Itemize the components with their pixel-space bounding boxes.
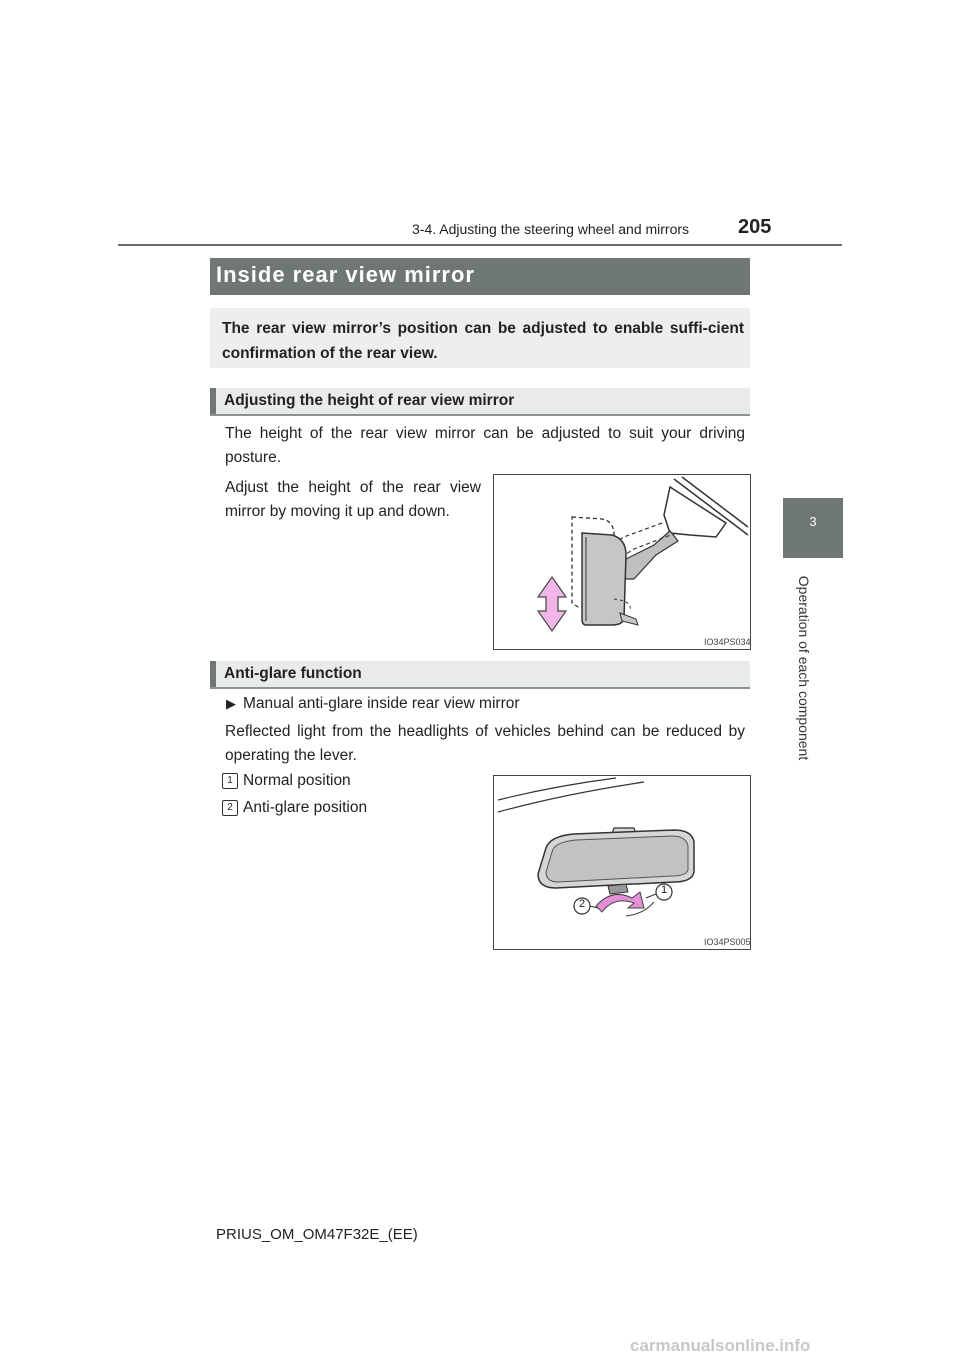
section-title: Inside rear view mirror: [216, 262, 475, 287]
antiglare-bullet: Manual anti-glare inside rear view mirror: [243, 695, 520, 712]
header-section-title: 3-4. Adjusting the steering wheel and mirrors: [412, 221, 690, 237]
subheading-antiglare: Anti-glare function: [224, 665, 362, 682]
subheading-height: Adjusting the height of rear view mirror: [224, 392, 515, 409]
antiglare-illustration: [494, 776, 750, 949]
height-paragraph-1: The height of the rear view mirror can be adjusted to suit your driving posture.: [225, 425, 745, 466]
watermark: carmanualsonline.info: [630, 1336, 811, 1355]
bullet-triangle-icon: ▶: [226, 696, 236, 711]
item-label-normal: Normal position: [243, 772, 351, 789]
intro-text: The rear view mirror’s position can be adjusted to enable suffi-cient confirmation of the rear view.: [222, 320, 744, 362]
height-adjust-illustration: [494, 475, 750, 649]
chapter-number: 3: [809, 514, 817, 529]
antiglare-figure-label: IO34PS005: [704, 937, 751, 947]
header-rule: [118, 244, 842, 246]
callout-2: 2: [578, 898, 586, 910]
chapter-label-text: Operation of each component: [796, 575, 812, 761]
document-id: PRIUS_OM_OM47F32E_(EE): [216, 1226, 418, 1243]
antiglare-paragraph: Reflected light from the headlights of vehicles behind can be reduced by operating the lever.: [225, 723, 745, 764]
height-paragraph-2: Adjust the height of the rear view mirror by moving it up and down.: [225, 479, 481, 520]
height-figure-label: IO34PS034: [704, 637, 751, 647]
item-number-2: 2: [222, 800, 238, 816]
antiglare-figure: [493, 775, 751, 950]
item-label-antiglare: Anti-glare position: [243, 799, 368, 816]
page-number: 205: [738, 216, 772, 238]
height-adjust-figure: [493, 474, 751, 650]
callout-1: 1: [660, 884, 668, 896]
item-number-1: 1: [222, 773, 238, 789]
